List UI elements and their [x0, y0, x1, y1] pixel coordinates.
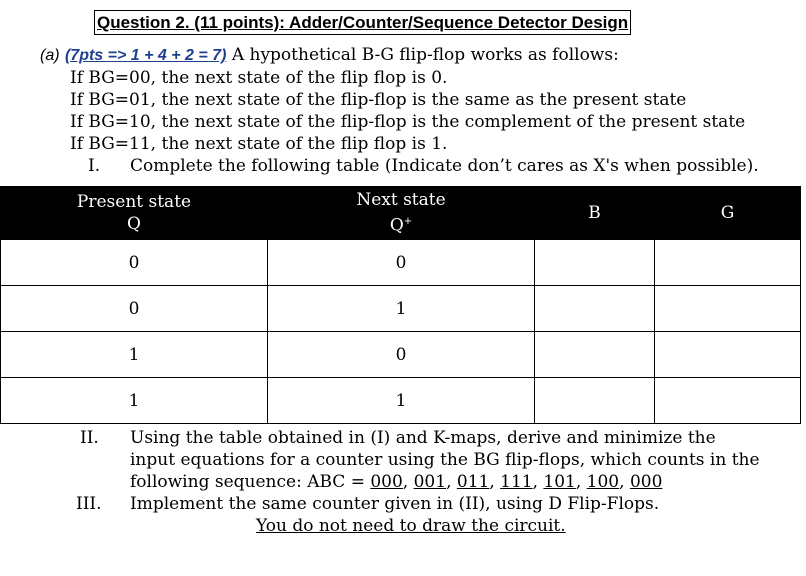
cell-b[interactable] — [535, 240, 655, 286]
sequence-prefix: following sequence: ABC = — [130, 472, 371, 492]
part-a-points: (7pts => 1 + 4 + 2 = 7) — [64, 47, 227, 64]
sequence-state: 100 — [586, 472, 620, 492]
cell-q-next: 1 — [268, 378, 535, 424]
cell-b[interactable] — [535, 286, 655, 332]
cell-g[interactable] — [655, 378, 801, 424]
sequence-state: 000 — [370, 472, 403, 492]
truth-table — [0, 186, 801, 424]
header-next-line2: Q — [389, 215, 404, 236]
cell-g[interactable] — [655, 286, 801, 332]
cell-q: 0 — [1, 286, 268, 332]
cell-q-next: 0 — [268, 240, 535, 286]
header-next-line1: Next state — [356, 190, 446, 211]
cell-q: 1 — [1, 332, 268, 378]
header-g: G — [655, 187, 801, 240]
table-row — [1, 240, 801, 286]
sequence-state: 001 — [413, 472, 447, 492]
step3-numeral: III. — [76, 494, 102, 514]
table-header-row — [1, 187, 801, 240]
step3-line2: You do not need to draw the circuit. — [256, 516, 566, 536]
question-title: Question 2. (11 points): Adder/Counter/Sequence Detector Design — [94, 10, 631, 35]
sequence-state: 000 — [629, 472, 663, 492]
rule-bg-01: If BG=01, the next state of the flip-flop is the same as the present state — [70, 90, 687, 110]
cell-b[interactable] — [535, 378, 655, 424]
step2-line3: following sequence: ABC = 000, 001, 011, 111, 101, 100, 000 — [130, 472, 663, 492]
rule-bg-10: If BG=10, the next state of the flip-flop is the complement of the present state — [70, 112, 746, 132]
cell-g[interactable] — [655, 332, 801, 378]
header-present-line1: Present state — [76, 192, 192, 212]
step3-line1: Implement the same counter given in (II), using D Flip-Flops. — [130, 494, 660, 514]
table-row — [1, 286, 801, 332]
header-b: B — [535, 187, 655, 240]
cell-q-next: 0 — [268, 332, 535, 378]
step2-line1: Using the table obtained in (I) and K-maps, derive and minimize the — [130, 428, 716, 448]
header-next-state — [268, 187, 535, 240]
header-present-line2: Q — [127, 214, 141, 234]
table-row — [1, 332, 801, 378]
rule-bg-00: If BG=00, the next state of the flip flop is 0. — [70, 68, 448, 88]
header-present-state — [1, 187, 268, 240]
step1-numeral: I. — [88, 156, 101, 176]
rule-bg-11: If BG=11, the next state of the flip flop is 1. — [70, 134, 448, 154]
part-a-intro: A hypothetical B-G flip-flop works as follows: — [231, 45, 619, 65]
part-a-heading — [40, 44, 619, 67]
step2-line2: input equations for a counter using the BG flip-flops, which counts in the — [130, 450, 760, 470]
sequence-state: 101 — [543, 472, 576, 492]
part-a-label: (a) — [40, 47, 60, 64]
step1-text: Complete the following table (Indicate don’t cares as X's when possible). — [130, 156, 759, 176]
step2-numeral: II. — [80, 428, 99, 448]
sequence-state: 111 — [500, 472, 533, 492]
cell-g[interactable] — [655, 240, 801, 286]
sequence-state: 011 — [456, 472, 490, 492]
table-row — [1, 378, 801, 424]
header-next-sup: + — [403, 216, 413, 228]
cell-b[interactable] — [535, 332, 655, 378]
cell-q: 0 — [1, 240, 268, 286]
cell-q: 1 — [1, 378, 268, 424]
cell-q-next: 1 — [268, 286, 535, 332]
